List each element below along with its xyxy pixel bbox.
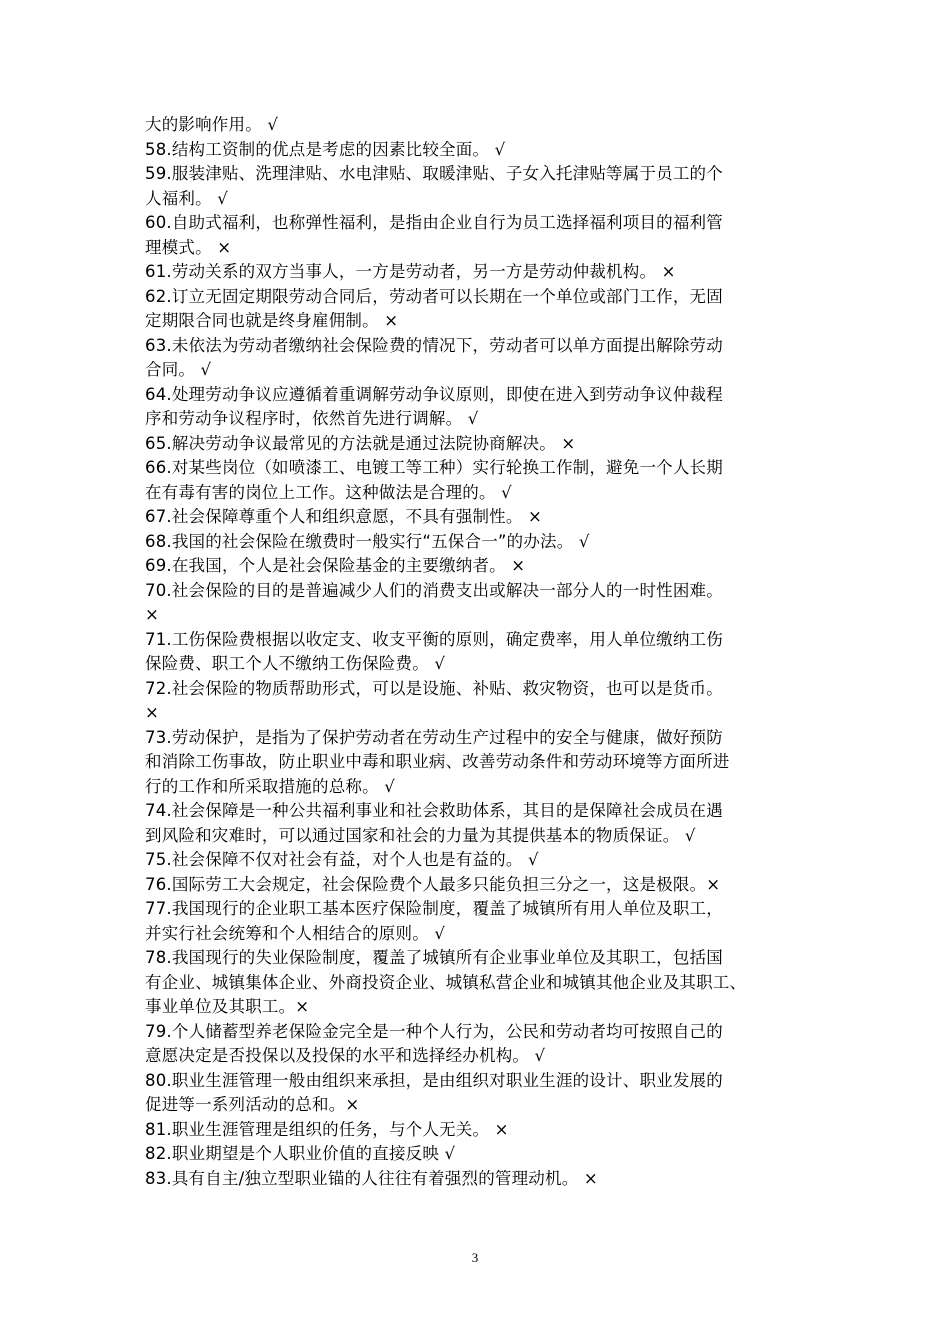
text-line: 80.职业生涯管理一般由组织来承担，是由组织对职业生涯的设计、职业发展的 — [145, 1070, 723, 1090]
text-line: 58.结构工资制的优点是考虑的因素比较全面。 √ — [145, 139, 506, 159]
text-line: 和消除工伤事故，防止职业中毒和职业病、改善劳动条件和劳动环境等方面所进 — [145, 752, 730, 771]
text-line: × — [145, 703, 160, 722]
text-line: 70.社会保险的目的是普遍减少人们的消费支出或解决一部分人的一时性困难。 — [145, 580, 723, 600]
document-body — [145, 113, 810, 1191]
text-line: 82.职业期望是个人职业价值的直接反映 √ — [145, 1144, 456, 1163]
text-line: 65.解决劳动争议最常见的方法就是通过法院协商解决。 × — [145, 433, 576, 453]
text-line: 定期限合同也就是终身雇佣制。 × — [145, 311, 399, 330]
text-line: 理模式。 × — [145, 237, 232, 257]
text-line: 67.社会保障尊重个人和组织意愿，不具有强制性。 × — [145, 507, 543, 526]
text-line: 促进等一系列活动的总和。× — [145, 1095, 360, 1114]
text-line: 64.处理劳动争议应遵循着重调解劳动争议原则，即使在进入到劳动争议仲裁程 — [145, 384, 723, 404]
text-line: 71.工伤保险费根据以收定支、收支平衡的原则，确定费率，用人单位缴纳工伤 — [145, 629, 723, 649]
text-line: 事业单位及其职工。× — [145, 997, 310, 1016]
text-line: 74.社会保障是一种公共福利事业和社会救助体系，其目的是保障社会成员在遇 — [145, 801, 723, 820]
text-line: 72.社会保险的物质帮助形式，可以是设施、补贴、救灾物资，也可以是货币。 — [145, 678, 723, 698]
text-line: 78.我国现行的失业保险制度，覆盖了城镇所有企业事业单位及其职工，包括国 — [145, 948, 723, 967]
text-line: 76.国际劳工大会规定，社会保险费个人最多只能负担三分之一，这是极限。× — [145, 874, 721, 894]
page-number: 3 — [471, 1250, 479, 1265]
text-line: 人福利。 √ — [145, 188, 228, 208]
text-line: 有企业、城镇集体企业、外商投资企业、城镇私营企业和城镇其他企业及其职工、 — [145, 972, 747, 992]
text-line: 83.具有自主/独立型职业锚的人往往有着强烈的管理动机。 × — [145, 1168, 598, 1188]
text-line: 到风险和灾难时，可以通过国家和社会的力量为其提供基本的物质保证。 √ — [145, 825, 696, 845]
text-line: 68.我国的社会保险在缴费时一般实行“五保合一”的办法。 √ — [145, 531, 590, 551]
text-line: 61.劳动关系的双方当事人，一方是劳动者，另一方是劳动仲裁机构。 × — [145, 262, 676, 281]
text-line: 意愿决定是否投保以及投保的水平和选择经办机构。 √ — [145, 1046, 546, 1065]
text-line: 66.对某些岗位（如喷漆工、电镀工等工种）实行轮换工作制，避免一个人长期 — [145, 458, 723, 477]
text-line: 63.未依法为劳动者缴纳社会保险费的情况下，劳动者可以单方面提出解除劳动 — [145, 335, 723, 355]
text-line: 合同。 √ — [145, 360, 212, 379]
text-line: 62.订立无固定期限劳动合同后，劳动者可以长期在一个单位或部门工作，无固 — [145, 286, 723, 306]
text-line: 行的工作和所采取措施的总称。 √ — [145, 776, 395, 796]
text-line: 保险费、职工个人不缴纳工伤保险费。 √ — [145, 654, 446, 673]
text-line: 79.个人储蓄型养老保险金完全是一种个人行为，公民和劳动者均可按照自己的 — [145, 1021, 723, 1041]
text-line: 序和劳动争议程序时，依然首先进行调解。 √ — [145, 409, 479, 428]
text-line: 59.服装津贴、洗理津贴、水电津贴、取暖津贴、子女入托津贴等属于员工的个 — [145, 164, 723, 183]
text-line: 81.职业生涯管理是组织的任务，与个人无关。 × — [145, 1119, 509, 1139]
text-line: 在有毒有害的岗位上工作。这种做法是合理的。 √ — [145, 482, 512, 502]
text-line: 并实行社会统筹和个人相结合的原则。 √ — [145, 923, 446, 943]
text-line: 69.在我国，个人是社会保险基金的主要缴纳者。 × — [145, 556, 526, 575]
text-line: 73.劳动保护，是指为了保护劳动者在劳动生产过程中的安全与健康，做好预防 — [145, 727, 723, 747]
text-line: 大的影响作用。 √ — [145, 115, 279, 134]
text-line: 60.自助式福利，也称弹性福利，是指由企业自行为员工选择福利项目的福利管 — [145, 213, 723, 232]
text-line: 77.我国现行的企业职工基本医疗保险制度，覆盖了城镇所有用人单位及职工， — [145, 899, 723, 918]
text-line: × — [145, 605, 160, 624]
text-line: 75.社会保障不仅对社会有益，对个人也是有益的。 √ — [145, 850, 539, 869]
